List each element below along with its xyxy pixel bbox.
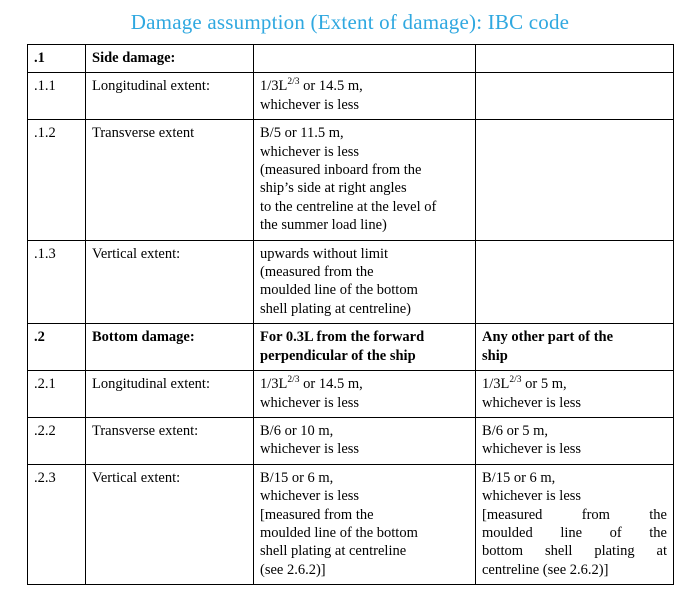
- row-label: Vertical extent:: [86, 240, 254, 324]
- formula-tail: or 14.5 m,: [299, 376, 363, 393]
- cell-line: to the centreline at the level of: [260, 198, 437, 215]
- row-number: .2.3: [28, 464, 86, 584]
- formula-tail: or 14.5 m,: [299, 78, 363, 95]
- damage-assumption-table: [27, 44, 674, 585]
- cell-line: upwards without limit: [260, 245, 389, 262]
- cell-line: B/5 or 11.5 m,: [260, 125, 344, 142]
- cell-line: whichever is less: [260, 488, 360, 505]
- row-col4: [476, 240, 674, 324]
- row-col3: [254, 120, 476, 240]
- cell-line: shell plating at centreline: [260, 543, 407, 560]
- table-row: [28, 371, 674, 418]
- cell-line: [measured from the: [482, 506, 667, 523]
- cell-line: whichever is less: [482, 441, 582, 458]
- table-row: [28, 464, 674, 584]
- cell-line: ship: [482, 347, 508, 364]
- formula-tail: or 5 m,: [521, 376, 567, 393]
- cell-line: Any other part of the: [482, 329, 614, 346]
- row-col3: [254, 371, 476, 418]
- row-col3: [254, 240, 476, 324]
- row-col3: [254, 417, 476, 464]
- row-number: .2.2: [28, 417, 86, 464]
- cell-line: (see 2.6.2)]: [260, 561, 326, 578]
- formula-exponent: 2/3: [287, 77, 300, 88]
- cell-line: whichever is less: [260, 394, 360, 411]
- cell-line: perpendicular of the ship: [260, 347, 416, 364]
- row-number: .1.3: [28, 240, 86, 324]
- row-col4: [476, 464, 674, 584]
- row-label: Side damage:: [86, 45, 254, 73]
- row-col4: [476, 371, 674, 418]
- cell-line: whichever is less: [260, 441, 360, 458]
- table-row: [28, 324, 674, 371]
- row-number: .1: [28, 45, 86, 73]
- row-col4: [476, 417, 674, 464]
- row-number: .1.1: [28, 73, 86, 120]
- formula-exponent: 2/3: [287, 375, 300, 386]
- cell-line: For 0.3L from the forward: [260, 329, 425, 346]
- row-col4: [476, 45, 674, 73]
- cell-line: (measured from the: [260, 264, 374, 281]
- page-title: Damage assumption (Extent of damage): IBC code: [130, 10, 570, 34]
- cell-line: B/15 or 6 m,: [482, 469, 556, 486]
- row-col3: [254, 464, 476, 584]
- row-label: Vertical extent:: [86, 464, 254, 584]
- cell-line: B/6 or 10 m,: [260, 422, 334, 439]
- formula-exponent: 2/3: [509, 375, 522, 386]
- cell-line: shell plating at centreline): [260, 300, 411, 317]
- cell-line: centreline (see 2.6.2)]: [482, 561, 609, 578]
- row-label: Bottom damage:: [86, 324, 254, 371]
- row-label: Longitudinal extent:: [86, 371, 254, 418]
- row-col3-header: [254, 324, 476, 371]
- table-row: [28, 120, 674, 240]
- row-label: Longitudinal extent:: [86, 73, 254, 120]
- table-row: [28, 45, 674, 73]
- row-col4-header: [476, 324, 674, 371]
- table-row: [28, 240, 674, 324]
- row-col3: [254, 45, 476, 73]
- cell-line: whichever is less: [260, 96, 360, 113]
- cell-line: moulded line of the bottom: [260, 282, 418, 299]
- table-row: [28, 417, 674, 464]
- formula-base: 1/3L: [260, 376, 288, 393]
- cell-line: [measured from the: [260, 506, 374, 523]
- cell-line: B/15 or 6 m,: [260, 469, 334, 486]
- row-label: Transverse extent:: [86, 417, 254, 464]
- row-col4: [476, 73, 674, 120]
- row-col3: [254, 73, 476, 120]
- cell-line: (measured inboard from the: [260, 162, 422, 179]
- cell-line: the summer load line): [260, 217, 387, 234]
- cell-line: bottom shell plating at: [482, 543, 667, 560]
- row-col4: [476, 120, 674, 240]
- cell-line: ship’s side at right angles: [260, 180, 407, 197]
- cell-line: moulded line of the bottom: [260, 524, 418, 541]
- cell-line: B/6 or 5 m,: [482, 422, 549, 439]
- cell-line: whichever is less: [260, 143, 360, 160]
- formula-base: 1/3L: [482, 376, 510, 393]
- row-label: Transverse extent: [86, 120, 254, 240]
- row-number: .2: [28, 324, 86, 371]
- table-row: [28, 73, 674, 120]
- cell-line: whichever is less: [482, 394, 582, 411]
- row-number: .2.1: [28, 371, 86, 418]
- cell-line: whichever is less: [482, 488, 582, 505]
- row-number: .1.2: [28, 120, 86, 240]
- formula-base: 1/3L: [260, 78, 288, 95]
- cell-line: moulded line of the: [482, 524, 667, 541]
